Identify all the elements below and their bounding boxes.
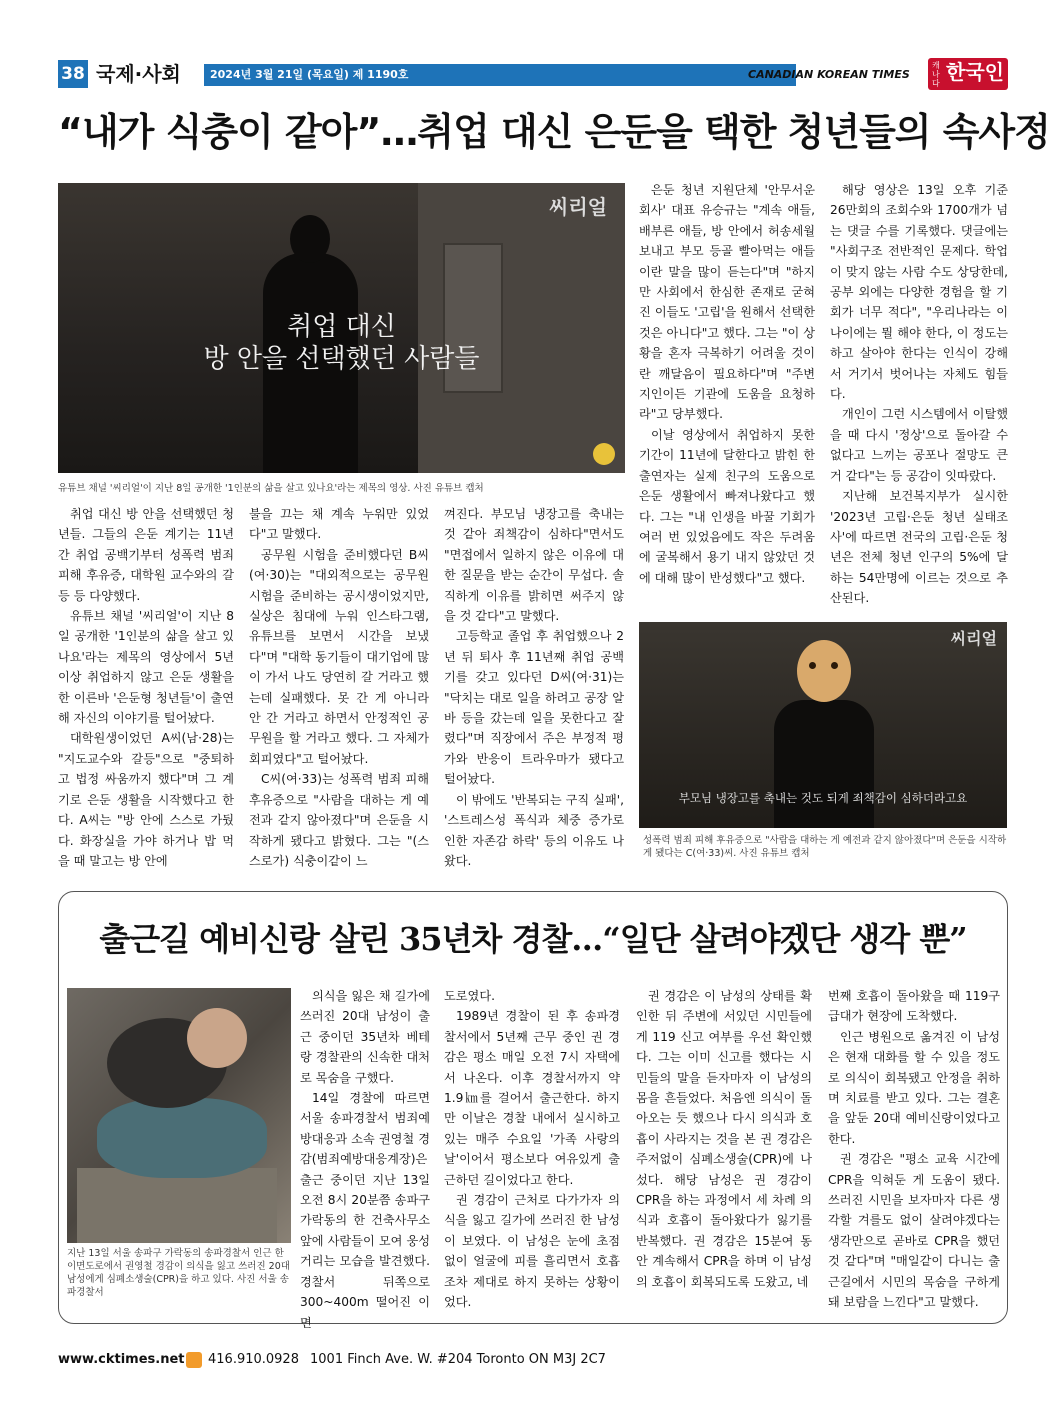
photo-ground xyxy=(77,1168,277,1243)
website-link[interactable]: www.cktimes.net xyxy=(58,1352,185,1367)
article2-column-4 xyxy=(828,986,1000,1313)
video-caption-line2: 방 안을 선택했던 사람들 xyxy=(203,344,480,374)
paragraph: 껴진다. 부모님 냉장고를 축내는 것 같아 죄책감이 심하다"면서도 "면접에서 일하지 않은 이유에 대한 질문을 받는 순간이 무섭다. 솔직하게 이유를 밝히면 써주지 않을 것 같다"고 말했다. xyxy=(444,507,624,624)
page-footer xyxy=(58,1350,1008,1370)
logo-main-text: 한국인 xyxy=(946,60,1004,84)
video-channel-tag: 씨리얼 xyxy=(950,629,997,648)
paragraph: 공무원 시험을 준비했다던 B씨(여·30)는 "대외적으로는 공무원 시험을 준비하는 공시생이었지만, 실상은 침대에 누워 인스타그램, 유튜브를 보면서 시간을 보냈다"며 "대학 동기들이 대기업에 많이 가서 나도 당연히 갈 거라고 했는데 실패했다. 못 간 게 아니라 안 간 거라고 하면서 안정적인 공무원을 할 거라고 했다. 그 자체가 회피였다"고 털어놨다. xyxy=(249,547,429,766)
phone-icon xyxy=(186,1352,202,1368)
brand-name-en: CANADIAN KOREAN TIMES xyxy=(748,68,910,81)
article1-column-4 xyxy=(639,180,815,588)
article1-column-2 xyxy=(249,504,429,871)
article2-photo-caption: 지난 13일 서울 송파구 가락동의 송파경찰서 인근 한 이면도로에서 권영철 경감이 의식을 잃고 쓰러진 20대 남성에게 심폐소생술(CPR)을 하고 있다. 사진 서울 송파경찰서 xyxy=(67,1248,290,1298)
article1-column-1 xyxy=(58,504,234,871)
article1-headline: “내가 식충이 같아”…취업 대신 은둔을 택한 청년들의 속사정 xyxy=(58,110,1050,154)
article2-column-3 xyxy=(636,986,812,1292)
photo-person-head xyxy=(290,215,330,263)
video-subtitle: 부모님 냉장고를 축내는 것도 되게 죄책감이 심하더라고요 xyxy=(678,791,968,805)
paragraph: 권 경감은 이 남성의 상태를 확인한 뒤 주변에 서있던 시민들에게 119 신고 여부를 우선 확인했다. 그는 이미 신고를 했다는 시민들의 말을 듣자마자 이 남성의 몸을 흔들었다. 처음엔 의식이 돌아오는 듯 했으나 다시 의식과 호흡이 사라지는 것을 본 권 경감은 주저없이 심폐소생술(CPR)에 나섰다. 해당 남성은 권 경감이 CPR을 하는 과정에서 세 차례 의식과 호흡이 돌아왔다가 잃기를 반복했다. 권 경감은 15분여 동안 계속해서 CPR을 하며 이 남성의 호흡이 회복되도록 도왔고, 네 xyxy=(636,989,812,1289)
article1-column-5 xyxy=(830,180,1008,609)
paragraph: 은둔 청년 지원단체 '안무서운회사' 대표 유승규는 "계속 애들, 배부른 애들, 방 안에서 허송세월 보내고 부모 등골 빨아먹는 애들이란 말을 많이 듣는다"며 "하지만 사회에서 한심한 존재로 굳혀진 이들도 '고립'을 원해서 선택한 것은 아니다"고 했다. 그는 "이 상황을 혼자 극복하기 어려울 것이란 깨달음이 필요하다"며 "주변 지인이든 기관에 도움을 요청하라"고 당부했다. xyxy=(639,183,815,422)
paragraph: 대학원생이었던 A씨(남·28)는 "지도교수와 갈등"으로 "중퇴하고 법정 싸움까지 했다"며 그 계기로 은둔 생활을 시작했다고 한다. A씨는 "방 안에 스스로 가뒀다. 화장실을 가야 하거나 밥 먹을 때 말고는 방 안에 xyxy=(58,731,234,868)
article2-column-2 xyxy=(444,986,620,1313)
photo-victim xyxy=(97,1098,267,1178)
page-number: 38 xyxy=(58,60,88,88)
paragraph: 해당 영상은 13일 오후 기준 26만회의 조회수와 1700개가 넘는 댓글 수를 기록했다. 댓글에는 "사회구조 전반적인 문제다. 학업이 맞지 않는 사람 수도 상당한데, 공부 외에는 다양한 경험을 할 기회가 너무 적다", "우리나라는 이 나이에는 뭘 해야 한다, 이 정도는 하고 살아야 한다는 인식이 강해서 거기서 벗어나는 자체도 힘들다. xyxy=(830,183,1008,402)
photo-officer-head xyxy=(187,1008,247,1068)
article1-photo-caption: 유튜브 채널 '씨리얼'이 지난 8일 공개한 '1인분의 삶을 살고 있나요'라는 제목의 영상. 사진 유튜브 캡처 xyxy=(58,483,484,494)
paragraph: 번째 호흡이 돌아왔을 때 119구급대가 현장에 도착했다. xyxy=(828,989,1000,1024)
page-header xyxy=(58,58,1008,90)
paragraph: 14일 경찰에 따르면 서울 송파경찰서 범죄예방대응과 소속 권영철 경감(범죄예방대응계장)은 출근 중이던 지난 13일 오전 8시 20분쯤 송파구 가락동의 한 건축사무소 앞에 사람들이 모여 웅성거리는 모습을 발견했다. 경찰서 뒤쪽으로 300~400m 떨어진 이면 xyxy=(300,1091,430,1330)
paragraph: 개인이 그런 시스템에서 이탈했을 때 다시 '정상'으로 돌아갈 수 없다고 느끼는 공포나 절망도 큰 거 같다"는 등 공감이 잇따랐다. xyxy=(830,407,1008,483)
paragraph: 이 밖에도 '반복되는 구직 실패', '스트레스성 폭식과 체중 증가로 인한 자존감 하락' 등의 이유도 나왔다. xyxy=(444,792,624,868)
photo-person-body xyxy=(774,700,874,828)
date-issue-bar: 2024년 3월 21일 (목요일) 제 1190호 xyxy=(204,64,796,86)
phone-number: 416.910.0928 xyxy=(208,1352,299,1367)
paragraph: 이날 영상에서 취업하지 못한 기간이 11년에 달한다고 밝힌 한 출연자는 실제 친구의 도움으로 은둔 생활에서 빠져나왔다고 했다. 그는 "내 인생을 바꿀 기회가 여러 번 있었음에도 작은 두려움에 굴복해서 용기 내지 않았던 것에 대해 많이 반성했다"고 했다. xyxy=(639,427,815,585)
article1-column-3 xyxy=(444,504,624,871)
article2-photo xyxy=(67,988,291,1243)
paragraph: 의식을 잃은 채 길가에 쓰러진 20대 남성이 출근 중이던 35년차 베테랑 경찰관의 신속한 대처로 목숨을 구했다. xyxy=(300,989,430,1085)
paragraph: 고등학교 졸업 후 취업했으나 2년 뒤 퇴사 후 11년째 취업 공백기를 갖고 있다던 D씨(여·31)는 "닥치는 대로 일을 하려고 공장 알바 등을 갔는데 일을 못한다고 잘렸다"며 직장에서 주은 부정적 평가와 반응이 트라우마가 됐다고 털어놨다. xyxy=(444,629,624,787)
paragraph: 권 경감이 근처로 다가가자 의식을 잃고 길가에 쓰러진 한 남성이 보였다. 이 남성은 눈에 초점 없이 얼굴에 피를 흘리면서 호흡조차 제대로 하지 못하는 상황이었다. xyxy=(444,1193,620,1310)
article1-photo-2 xyxy=(639,622,1007,828)
article2-column-1 xyxy=(300,986,430,1333)
mask-eye-right xyxy=(831,662,838,669)
article1-photo xyxy=(58,183,625,473)
paragraph: 권 경감은 "평소 교육 시간에 CPR을 익혀둔 게 도움이 됐다. 쓰러진 시민을 보자마자 다른 생각할 겨를도 없이 살려야겠다는 생각만으로 곧바로 CPR을 했던 것 같다"며 "매일같이 다니는 출근길에서 시민의 목숨을 구하게 돼 보람을 느낀다"고 말했다. xyxy=(828,1152,1000,1310)
paragraph: 인근 병원으로 옮겨진 이 남성은 현재 대화를 할 수 있을 정도로 의식이 회복됐고 안정을 취하며 치료를 받고 있다. 그는 결혼을 앞둔 20대 예비신랑이었다고 한다. xyxy=(828,1029,1000,1146)
channel-badge-icon xyxy=(593,443,615,465)
paragraph: 불을 끄는 채 계속 누워만 있었다"고 말했다. xyxy=(249,507,429,542)
address: 1001 Finch Ave. W. #204 Toronto ON M3J 2C7 xyxy=(310,1352,606,1367)
photo-mask-head xyxy=(797,640,851,702)
section-title: 국제·사회 xyxy=(96,62,181,86)
paragraph: 유튜브 채널 '씨리얼'이 지난 8일 공개한 '1인분의 삶을 살고 있나요'라는 제목의 영상에서 5년 이상 취업하지 않고 은둔 생활을 한 이른바 '은둔형 청년들'이 출연해 자신의 이야기를 털어놨다. xyxy=(58,609,234,726)
paragraph: 취업 대신 방 안을 선택했던 청년들. 그들의 은둔 계기는 11년간 취업 공백기부터 성폭력 범죄 피해 후유증, 대학원 교수와의 갈등 등 다양했다. xyxy=(58,507,234,603)
video-channel-tag: 씨리얼 xyxy=(549,195,607,219)
newspaper-logo xyxy=(928,58,1008,90)
logo-small-text: 캐나다 xyxy=(932,61,940,88)
mask-eye-left xyxy=(809,662,816,669)
paragraph: 지난해 보건복지부가 실시한 '2023년 고립·은둔 청년 실태조사'에 따르면 전국의 고립·은둔 청년은 전체 청년 인구의 5%에 달하는 54만명에 이르는 것으로 추산된다. xyxy=(830,489,1008,606)
paragraph: C씨(여·33)는 성폭력 범죄 피해 후유증으로 "사람을 대하는 게 예전과 같지 않아졌다"며 은둔을 시작하게 됐다고 밝혔다. 그는 "(스스로가) 식충이같이 느 xyxy=(249,772,429,868)
paragraph: 1989년 경찰이 된 후 송파경찰서에서 5년째 근무 중인 권 경감은 평소 매일 오전 7시 자택에서 나온다. 이후 경찰서까지 약 1.9㎞를 걸어서 출근한다. 하지만 이날은 경찰 내에서 실시하고 있는 매주 수요일 '가족 사랑의 날'이어서 평소보다 여유있게 출근하던 길이었다고 한다. xyxy=(444,1009,620,1187)
article2-headline: 출근길 예비신랑 살린 35년차 경찰…“일단 살려야겠단 생각 뿐” xyxy=(99,920,967,958)
video-caption-line1: 취업 대신 xyxy=(287,312,396,342)
article1-photo2-caption: 성폭력 범죄 피해 후유증으로 "사람을 대하는 게 예전과 같지 않아졌다"며 은둔을 시작하게 됐다는 C(여·33)씨. 사진 유튜브 캡처 xyxy=(643,835,1007,859)
paragraph: 도로였다. xyxy=(444,989,495,1003)
